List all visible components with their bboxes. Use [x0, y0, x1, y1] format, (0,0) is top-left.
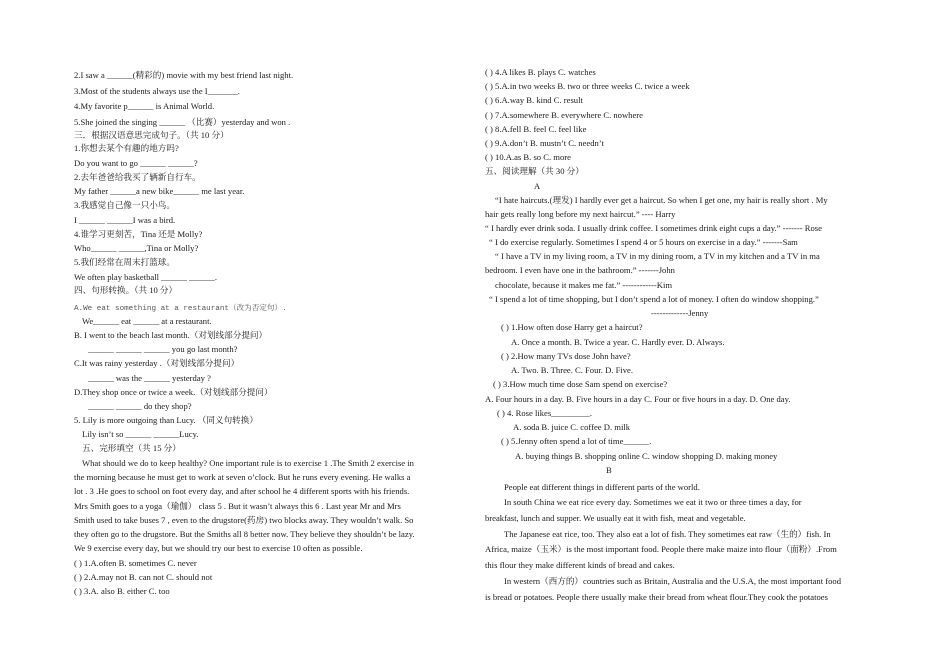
passage-a-label: A: [534, 181, 541, 191]
passage-b-line-2: In south China we eat rice every day. Sometimes we eat it two or three times a day, for: [504, 497, 802, 507]
question-a-2: ( ) 2.How many TVs dose John have?: [501, 351, 631, 361]
cloze-line-5: Smith used to take buses 7 , even to the drugstore(药房) two blocks away. They wouldn’t walk. So: [74, 515, 414, 525]
passage-b-line-7: In western（西方的）countries such as Britain, Australia and the U.S.A, the most important food: [504, 576, 842, 586]
passage-b-label: B: [606, 465, 612, 475]
transform-answer-c: ______ was the ______ yesterday ?: [88, 373, 211, 383]
cloze-option-2: ( ) 2.A.may not B. can not C. should not: [74, 572, 213, 582]
cloze-option-3: ( ) 3.A. also B. either C. too: [74, 586, 170, 596]
cloze-option-6: ( ) 6.A.way B. kind C. result: [485, 95, 583, 105]
passage-b-line-1: People eat different things in different parts of the world.: [504, 482, 700, 492]
question-a-1-options: A. Once a month. B. Twice a year. C. Hardly ever. D. Always.: [511, 337, 725, 347]
passage-a-line-2: hair gets really long before my next haircut.” ---- Harry: [485, 209, 676, 219]
cloze-line-1: What should we do to keep healthy? One important rule is to exercise 1 .The Smith 2 exercise in: [82, 458, 414, 468]
question-a-4-options: A. soda B. juice C. coffee D. milk: [513, 422, 631, 432]
passage-a-line-4: “ I do exercise regularly. Sometimes I spend 4 or 5 hours on exercise in a day.” -------Sam: [489, 237, 798, 247]
question-a-4: ( ) 4. Rose likes_________.: [497, 408, 593, 418]
translate-answer-3: I ______ ______I was a bird.: [74, 215, 176, 225]
transform-answer-a: We______ eat ______ at a restaurant.: [82, 316, 212, 326]
passage-b-line-5: Africa, maize（玉米）is the most important food. People there make maize into flour（面粉）.From: [485, 544, 837, 554]
cloze-option-7: ( ) 7.A.somewhere B. everywhere C. nowhere: [485, 110, 643, 120]
section-reading-heading: 五、阅读理解（共 30 分）: [485, 166, 584, 176]
translate-answer-2: My father ______a new bike______ me last year.: [74, 186, 245, 196]
transform-prompt-d: D.They shop once or twice a week.（对划线部分提问）: [74, 387, 273, 397]
question-a-1: ( ) 1.How often dose Harry get a haircut?: [501, 322, 643, 332]
transform-prompt-c: C.It was rainy yesterday .（对划线部分提问）: [74, 358, 240, 368]
transform-prompt-5: 5. Lily is more outgoing than Lucy. （同义句转换）: [74, 415, 258, 425]
question-a-3-options: A. Four hours in a day. B. Five hours in a day C. Four or five hours in a day. D. One day.: [485, 394, 791, 404]
passage-a-line-9: -------------Jenny: [651, 308, 709, 318]
translate-answer-4: Who______ ______,Tina or Molly?: [74, 243, 199, 253]
translate-prompt-4: 4.谁学习更刻苦，Tina 还是 Molly?: [74, 229, 203, 239]
cloze-option-8: ( ) 8.A.fell B. feel C. feel like: [485, 124, 587, 134]
passage-b-line-4: The Japanese eat rice, too. They also eat a lot of fish. They sometimes eat raw（生的）fish. In: [504, 529, 831, 539]
question-a-2-options: A. Two. B. Three. C. Four. D. Five.: [511, 365, 634, 375]
translate-prompt-2: 2.去年爸爸给我买了辆新自行车。: [74, 172, 201, 182]
passage-a-line-3: “ I hardly ever drink soda. I usually drink coffee. I sometimes drink eight cups a day.” ------- Rose: [485, 223, 822, 233]
transform-prompt-a: A.We eat something at a restaurant（改为否定句）.: [74, 305, 287, 313]
passage-a-line-8: “ I spend a lot of time shopping, but I don’t spend a lot of money. I often do window shopping.”: [489, 294, 819, 304]
translate-answer-1: Do you want to go ______ ______?: [74, 158, 198, 168]
cloze-option-4: ( ) 4.A likes B. plays C. watches: [485, 67, 596, 77]
vocab-item-5: 5.She joined the singing ______ （比赛）yesterday and won .: [74, 117, 291, 127]
cloze-option-1: ( ) 1.A.often B. sometimes C. never: [74, 558, 197, 568]
cloze-line-7: We 9 exercise every day, but we should try our best to exercise 10 often as possible.: [74, 543, 363, 553]
cloze-option-10: ( ) 10.A.as B. so C. more: [485, 152, 571, 162]
question-a-5: ( ) 5.Jenny often spend a lot of time______.: [501, 436, 652, 446]
section-5-heading: 五、完形填空（共 15 分）: [82, 443, 181, 453]
translate-prompt-1: 1.你想去某个有趣的地方吗?: [74, 143, 179, 153]
cloze-line-3: lot . 3 .He goes to school on foot every day, and after school he 4 different sports with his friends.: [74, 486, 410, 496]
passage-b-line-3: breakfast, lunch and supper. We usually eat it with fish, meat and vegetable.: [485, 513, 746, 523]
vocab-item-4: 4.My favorite p______ is Animal World.: [74, 101, 215, 111]
transform-answer-5: Lily isn’t so ______ ______Lucy.: [82, 429, 199, 439]
passage-b-line-6: this flour they make different kinds of bread and cakes.: [485, 560, 675, 570]
translate-answer-5: We often play basketball ______ ______.: [74, 272, 217, 282]
passage-a-line-5: “ I have a TV in my living room, a TV in my dining room, a TV in my kitchen and a TV in ma: [495, 251, 820, 261]
passage-a-line-7: chocolate, because it makes me fat.” ------------Kim: [495, 280, 673, 290]
transform-answer-d: ______ ______ do they shop?: [88, 401, 192, 411]
translate-prompt-3: 3.我感觉自己像一只小鸟。: [74, 200, 175, 210]
passage-a-line-6: bedroom. I even have one in the bathroom.” -------John: [485, 265, 675, 275]
passage-a-line-1: “I hate haircuts.(理发) I hardly ever get a haircut. So when I get one, my hair is really short . My: [495, 195, 828, 205]
question-a-5-options: A. buying things B. shopping online C. window shopping D. making money: [515, 451, 778, 461]
section-3-heading: 三．根据汉语意思完成句子。（共 10 分）: [74, 130, 229, 140]
question-a-3: ( ) 3.How much time dose Sam spend on exercise?: [493, 379, 668, 389]
section-4-heading: 四、句形转换。（共 10 分）: [74, 285, 178, 295]
cloze-line-4: Mrs Smith goes to a yoga（瑜伽） class 5 . But it wasn’t always this 6 . Last year Mr and Mrs: [74, 501, 401, 511]
transform-prompt-b: B. I went to the beach last month.（对划线部分提问）: [74, 330, 268, 340]
transform-answer-b: ______ ______ ______ you go last month?: [88, 344, 238, 354]
cloze-option-9: ( ) 9.A.don’t B. mustn’t C. needn’t: [485, 138, 604, 148]
vocab-item-2: 2.I saw a ______(精彩的) movie with my best friend last night.: [74, 70, 294, 80]
translate-prompt-5: 5.我们经常在周末打篮球。: [74, 257, 175, 267]
cloze-line-6: they often go to the drugstore. But the Smiths all 8 better now. They believe they shouldn’t be lazy.: [74, 529, 415, 539]
vocab-item-3: 3.Most of the students always use the I_______.: [74, 86, 240, 96]
passage-b-line-8: is bread or potatoes. People there usually make their bread from wheat flour.They cook the potatoes: [485, 592, 828, 602]
cloze-option-5: ( ) 5.A.in two weeks B. two or three weeks C. twice a week: [485, 81, 690, 91]
cloze-line-2: the morning because he must get to work at seven o’clock. But he runs every evening. He walks a: [74, 472, 411, 482]
